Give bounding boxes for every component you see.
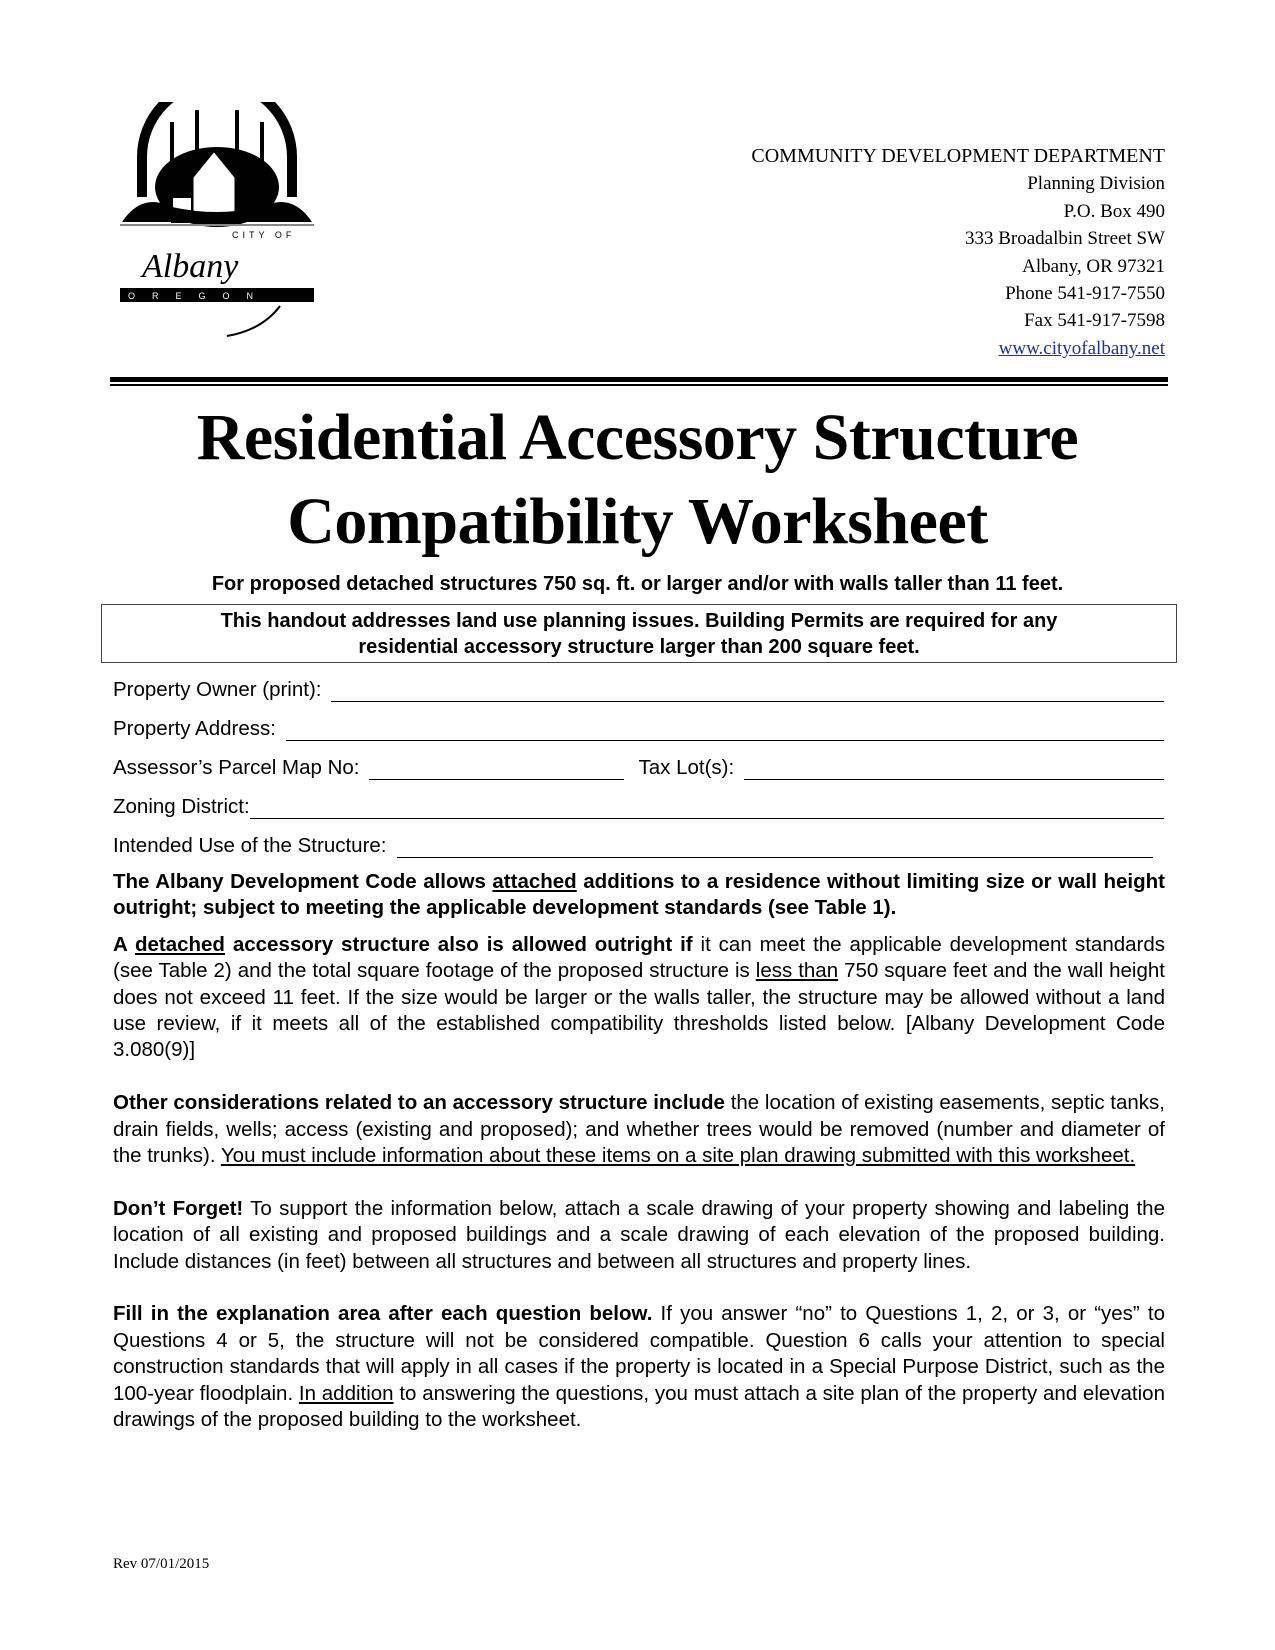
title-line-1: Residential Accessory Structure	[196, 401, 1079, 474]
field-label: Property Owner (print):	[113, 678, 322, 701]
property-address-field[interactable]	[113, 715, 1164, 741]
fax: Fax 541-917-7598	[1024, 310, 1165, 332]
paragraph-detached: A detached accessory structure also is allowed outright if it can meet the applicable development standards (see Table 2) and the total square footage of the proposed structure is less than 750 square feet and the wall height does not exceed 11 feet. If the size would be larger or the walls taller, the structure may be allowed without a land use review, if it meets all of the established compatibility thresholds listed below. [Albany Development Code 3.080(9)]	[113, 932, 1165, 1062]
property-address-input[interactable]	[286, 721, 1164, 741]
intended-use-input[interactable]	[397, 838, 1154, 858]
subtitle: For proposed detached structures 750 sq. ft. or larger and/or with walls taller than 11 feet.	[211, 573, 1064, 595]
field-label: Property Address:	[113, 717, 276, 740]
city-state-zip: Albany, OR 97321	[1022, 255, 1165, 277]
po-box: P.O. Box 490	[1063, 200, 1165, 222]
paragraph-dont-forget: Don’t Forget! To support the information below, attach a scale drawing of your property showing and labeling the location of all existing and proposed buildings and a scale drawing of each elevation of the proposed building. Include distances (in feet) between all structures and between all structures and property lines.	[113, 1196, 1165, 1273]
revision-date: Rev 07/01/2015	[113, 1556, 210, 1572]
intended-use-field[interactable]	[113, 832, 1153, 858]
logo-city-of-text: CITY OF	[232, 230, 296, 240]
body-text	[113, 869, 1165, 1460]
title-line-2: Compatibility Worksheet	[287, 485, 988, 558]
property-owner-field[interactable]	[113, 676, 1164, 702]
property-owner-input[interactable]	[331, 682, 1164, 702]
zoning-district-field[interactable]	[113, 793, 1164, 819]
paragraph-attached: The Albany Development Code allows attached additions to a residence without limiting size or wall height outright; subject to meeting the applicable development standards (see Table 1).	[113, 870, 1165, 920]
field-label: Assessor’s Parcel Map No:	[113, 756, 360, 779]
street-address: 333 Broadalbin Street SW	[965, 228, 1165, 250]
notice-line-1: This handout addresses land use planning issues. Building Permits are required for any	[220, 610, 1058, 632]
header-divider-thin	[110, 384, 1168, 386]
header-divider	[110, 377, 1168, 382]
parcel-taxlot-row	[113, 754, 1164, 780]
website-link[interactable]: www.cityofalbany.net	[998, 337, 1165, 359]
logo-albany-text: Albany	[142, 248, 239, 285]
paragraph-instructions: Fill in the explanation area after each question below. If you answer “no” to Questions 1, 2, or 3, or “yes” to Questions 4 or 5, the structure will not be considered compatible. Question 6 calls your attention to special construction standards that will apply in all cases if the property is located in a Special Purpose District, such as the 100-year floodplain. In addition to answering the questions, you must attach a site plan of the property and elevation drawings of the proposed building to the worksheet.	[113, 1302, 1165, 1432]
department-name: COMMUNITY DEVELOPMENT DEPARTMENT	[751, 145, 1165, 167]
field-label: Tax Lot(s):	[638, 756, 735, 779]
zoning-district-input[interactable]	[250, 799, 1164, 819]
phone: Phone 541-917-7550	[1005, 283, 1165, 305]
parcel-map-input[interactable]	[369, 760, 624, 780]
department-contact	[751, 143, 1165, 362]
notice-box	[101, 604, 1177, 663]
field-label: Intended Use of the Structure:	[113, 834, 387, 857]
notice-line-2: residential accessory structure larger than 200 square feet.	[358, 636, 920, 658]
division: Planning Division	[1027, 173, 1165, 195]
paragraph-other-considerations: Other considerations related to an accessory structure include the location of existing easements, septic tanks, drain fields, wells; access (existing and proposed); and whether trees would be removed (number and diameter of the trunks). You must include information about these items on a site plan drawing submitted with this worksheet.	[113, 1091, 1165, 1168]
city-of-albany-logo	[112, 102, 322, 338]
page-title	[0, 396, 1275, 564]
logo-oregon-text: OREGON	[128, 291, 271, 301]
field-label: Zoning District:	[113, 795, 250, 818]
tax-lot-input[interactable]	[744, 760, 1164, 780]
